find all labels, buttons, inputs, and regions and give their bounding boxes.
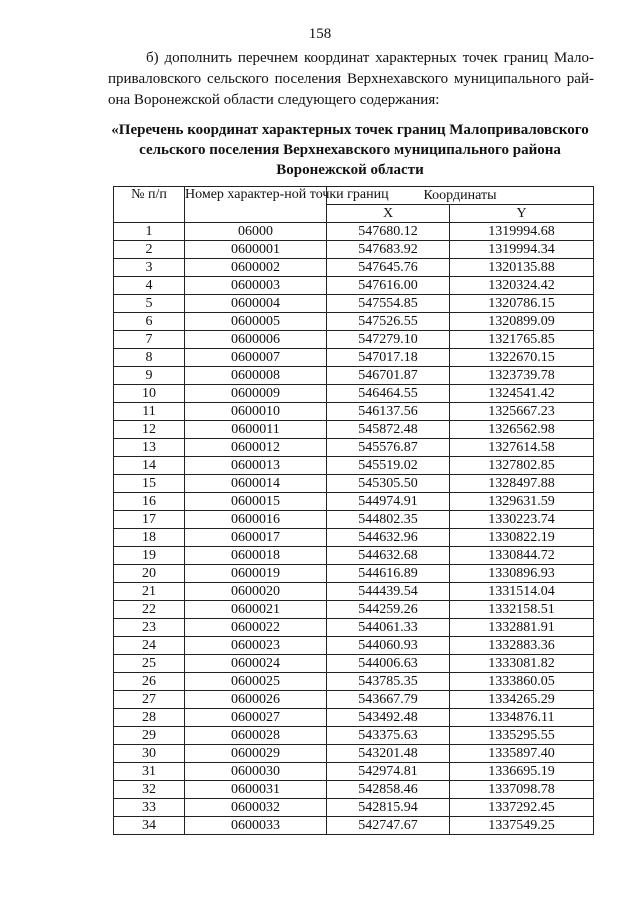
x-coordinate-cell: 547683.92 <box>327 241 450 259</box>
y-coordinate-cell: 1319994.34 <box>450 241 594 259</box>
row-number-cell: 22 <box>114 601 185 619</box>
point-number-cell: 0600030 <box>185 763 327 781</box>
point-number-cell: 0600031 <box>185 781 327 799</box>
x-coordinate-cell: 545872.48 <box>327 421 450 439</box>
x-coordinate-cell: 546701.87 <box>327 367 450 385</box>
y-coordinate-cell: 1337098.78 <box>450 781 594 799</box>
row-number-cell: 25 <box>114 655 185 673</box>
row-number-cell: 27 <box>114 691 185 709</box>
point-number-cell: 06000 <box>185 223 327 241</box>
x-coordinate-cell: 544616.89 <box>327 565 450 583</box>
y-coordinate-cell: 1326562.98 <box>450 421 594 439</box>
header-row-number: № п/п <box>114 187 185 223</box>
table-row <box>114 457 594 475</box>
y-coordinate-cell: 1333081.82 <box>450 655 594 673</box>
coordinates-table <box>113 186 594 835</box>
table-row <box>114 673 594 691</box>
y-coordinate-cell: 1324541.42 <box>450 385 594 403</box>
table-row <box>114 583 594 601</box>
point-number-cell: 0600010 <box>185 403 327 421</box>
point-number-cell: 0600027 <box>185 709 327 727</box>
y-coordinate-cell: 1336695.19 <box>450 763 594 781</box>
point-number-cell: 0600016 <box>185 511 327 529</box>
x-coordinate-cell: 544439.54 <box>327 583 450 601</box>
x-coordinate-cell: 547616.00 <box>327 277 450 295</box>
x-coordinate-cell: 547279.10 <box>327 331 450 349</box>
point-number-cell: 0600001 <box>185 241 327 259</box>
table-row <box>114 763 594 781</box>
row-number-cell: 8 <box>114 349 185 367</box>
x-coordinate-cell: 545305.50 <box>327 475 450 493</box>
y-coordinate-cell: 1333860.05 <box>450 673 594 691</box>
row-number-cell: 19 <box>114 547 185 565</box>
y-coordinate-cell: 1319994.68 <box>450 223 594 241</box>
point-number-cell: 0600021 <box>185 601 327 619</box>
header-y: Y <box>450 205 594 223</box>
x-coordinate-cell: 545576.87 <box>327 439 450 457</box>
header-coordinates: Координаты <box>327 187 594 205</box>
y-coordinate-cell: 1320786.15 <box>450 295 594 313</box>
table-row <box>114 727 594 745</box>
list-title: «Перечень координат характерных точек границ Малоприваловского сельского поселения Верхнехавского муниципального района Воронежской области <box>111 122 589 178</box>
row-number-cell: 4 <box>114 277 185 295</box>
table-row <box>114 691 594 709</box>
table-row <box>114 367 594 385</box>
table-row <box>114 475 594 493</box>
point-number-cell: 0600004 <box>185 295 327 313</box>
y-coordinate-cell: 1328497.88 <box>450 475 594 493</box>
row-number-cell: 14 <box>114 457 185 475</box>
table-row <box>114 403 594 421</box>
x-coordinate-cell: 543492.48 <box>327 709 450 727</box>
table-row <box>114 637 594 655</box>
table-row <box>114 511 594 529</box>
y-coordinate-cell: 1320899.09 <box>450 313 594 331</box>
point-number-cell: 0600018 <box>185 547 327 565</box>
x-coordinate-cell: 543201.48 <box>327 745 450 763</box>
point-number-cell: 0600013 <box>185 457 327 475</box>
x-coordinate-cell: 544974.91 <box>327 493 450 511</box>
y-coordinate-cell: 1329631.59 <box>450 493 594 511</box>
header-point-number: Номер характер-ной точки границ <box>185 187 327 223</box>
point-number-cell: 0600011 <box>185 421 327 439</box>
y-coordinate-cell: 1335295.55 <box>450 727 594 745</box>
point-number-cell: 0600024 <box>185 655 327 673</box>
row-number-cell: 6 <box>114 313 185 331</box>
y-coordinate-cell: 1334876.11 <box>450 709 594 727</box>
row-number-cell: 12 <box>114 421 185 439</box>
x-coordinate-cell: 542815.94 <box>327 799 450 817</box>
row-number-cell: 16 <box>114 493 185 511</box>
row-number-cell: 5 <box>114 295 185 313</box>
point-number-cell: 0600017 <box>185 529 327 547</box>
table-row <box>114 241 594 259</box>
point-number-cell: 0600025 <box>185 673 327 691</box>
point-number-cell: 0600023 <box>185 637 327 655</box>
y-coordinate-cell: 1331514.04 <box>450 583 594 601</box>
x-coordinate-cell: 544006.63 <box>327 655 450 673</box>
table-row <box>114 655 594 673</box>
row-number-cell: 26 <box>114 673 185 691</box>
point-number-cell: 0600026 <box>185 691 327 709</box>
point-number-cell: 0600003 <box>185 277 327 295</box>
y-coordinate-cell: 1332158.51 <box>450 601 594 619</box>
x-coordinate-cell: 544061.33 <box>327 619 450 637</box>
header-x: X <box>327 205 450 223</box>
table-row <box>114 547 594 565</box>
point-number-cell: 0600008 <box>185 367 327 385</box>
table-row <box>114 799 594 817</box>
table-row <box>114 565 594 583</box>
table-row <box>114 493 594 511</box>
row-number-cell: 10 <box>114 385 185 403</box>
row-number-cell: 11 <box>114 403 185 421</box>
row-number-cell: 1 <box>114 223 185 241</box>
row-number-cell: 21 <box>114 583 185 601</box>
page-number: 158 <box>308 26 332 42</box>
x-coordinate-cell: 543785.35 <box>327 673 450 691</box>
point-number-cell: 0600032 <box>185 799 327 817</box>
x-coordinate-cell: 544259.26 <box>327 601 450 619</box>
y-coordinate-cell: 1337292.45 <box>450 799 594 817</box>
row-number-cell: 3 <box>114 259 185 277</box>
y-coordinate-cell: 1325667.23 <box>450 403 594 421</box>
y-coordinate-cell: 1327802.85 <box>450 457 594 475</box>
table-row <box>114 223 594 241</box>
table-row <box>114 259 594 277</box>
table-row <box>114 277 594 295</box>
x-coordinate-cell: 545519.02 <box>327 457 450 475</box>
row-number-cell: 17 <box>114 511 185 529</box>
point-number-cell: 0600007 <box>185 349 327 367</box>
x-coordinate-cell: 543375.63 <box>327 727 450 745</box>
row-number-cell: 34 <box>114 817 185 835</box>
table-row <box>114 619 594 637</box>
table-row <box>114 295 594 313</box>
y-coordinate-cell: 1327614.58 <box>450 439 594 457</box>
row-number-cell: 2 <box>114 241 185 259</box>
point-number-cell: 0600022 <box>185 619 327 637</box>
y-coordinate-cell: 1320135.88 <box>450 259 594 277</box>
row-number-cell: 30 <box>114 745 185 763</box>
intro-paragraph: б) дополнить перечнем координат характерных точек границ Мало-приваловского сельского поселения Верхнехавского муниципального рай-она Воронежской области следующего содержания: <box>108 50 594 108</box>
table-row <box>114 313 594 331</box>
point-number-cell: 0600006 <box>185 331 327 349</box>
x-coordinate-cell: 544802.35 <box>327 511 450 529</box>
point-number-cell: 0600005 <box>185 313 327 331</box>
y-coordinate-cell: 1332883.36 <box>450 637 594 655</box>
y-coordinate-cell: 1323739.78 <box>450 367 594 385</box>
x-coordinate-cell: 547526.55 <box>327 313 450 331</box>
table-row <box>114 331 594 349</box>
row-number-cell: 33 <box>114 799 185 817</box>
point-number-cell: 0600033 <box>185 817 327 835</box>
y-coordinate-cell: 1334265.29 <box>450 691 594 709</box>
x-coordinate-cell: 547645.76 <box>327 259 450 277</box>
table-row <box>114 781 594 799</box>
row-number-cell: 7 <box>114 331 185 349</box>
point-number-cell: 0600009 <box>185 385 327 403</box>
x-coordinate-cell: 547680.12 <box>327 223 450 241</box>
table-row <box>114 709 594 727</box>
row-number-cell: 28 <box>114 709 185 727</box>
x-coordinate-cell: 544632.68 <box>327 547 450 565</box>
row-number-cell: 18 <box>114 529 185 547</box>
y-coordinate-cell: 1322670.15 <box>450 349 594 367</box>
y-coordinate-cell: 1332881.91 <box>450 619 594 637</box>
y-coordinate-cell: 1321765.85 <box>450 331 594 349</box>
table-row <box>114 529 594 547</box>
table-row <box>114 385 594 403</box>
y-coordinate-cell: 1337549.25 <box>450 817 594 835</box>
x-coordinate-cell: 546137.56 <box>327 403 450 421</box>
point-number-cell: 0600012 <box>185 439 327 457</box>
table-row <box>114 601 594 619</box>
point-number-cell: 0600020 <box>185 583 327 601</box>
table-row <box>114 439 594 457</box>
y-coordinate-cell: 1335897.40 <box>450 745 594 763</box>
x-coordinate-cell: 544060.93 <box>327 637 450 655</box>
y-coordinate-cell: 1320324.42 <box>450 277 594 295</box>
row-number-cell: 31 <box>114 763 185 781</box>
x-coordinate-cell: 542858.46 <box>327 781 450 799</box>
x-coordinate-cell: 543667.79 <box>327 691 450 709</box>
x-coordinate-cell: 542974.81 <box>327 763 450 781</box>
x-coordinate-cell: 547554.85 <box>327 295 450 313</box>
point-number-cell: 0600015 <box>185 493 327 511</box>
x-coordinate-cell: 546464.55 <box>327 385 450 403</box>
point-number-cell: 0600028 <box>185 727 327 745</box>
table-row <box>114 421 594 439</box>
point-number-cell: 0600014 <box>185 475 327 493</box>
row-number-cell: 15 <box>114 475 185 493</box>
point-number-cell: 0600002 <box>185 259 327 277</box>
y-coordinate-cell: 1330844.72 <box>450 547 594 565</box>
row-number-cell: 23 <box>114 619 185 637</box>
row-number-cell: 24 <box>114 637 185 655</box>
row-number-cell: 9 <box>114 367 185 385</box>
point-number-cell: 0600029 <box>185 745 327 763</box>
y-coordinate-cell: 1330896.93 <box>450 565 594 583</box>
row-number-cell: 29 <box>114 727 185 745</box>
table-row <box>114 349 594 367</box>
row-number-cell: 32 <box>114 781 185 799</box>
y-coordinate-cell: 1330822.19 <box>450 529 594 547</box>
row-number-cell: 13 <box>114 439 185 457</box>
table-row <box>114 817 594 835</box>
x-coordinate-cell: 544632.96 <box>327 529 450 547</box>
point-number-cell: 0600019 <box>185 565 327 583</box>
table-row <box>114 745 594 763</box>
y-coordinate-cell: 1330223.74 <box>450 511 594 529</box>
x-coordinate-cell: 547017.18 <box>327 349 450 367</box>
table-body <box>114 223 594 835</box>
row-number-cell: 20 <box>114 565 185 583</box>
x-coordinate-cell: 542747.67 <box>327 817 450 835</box>
